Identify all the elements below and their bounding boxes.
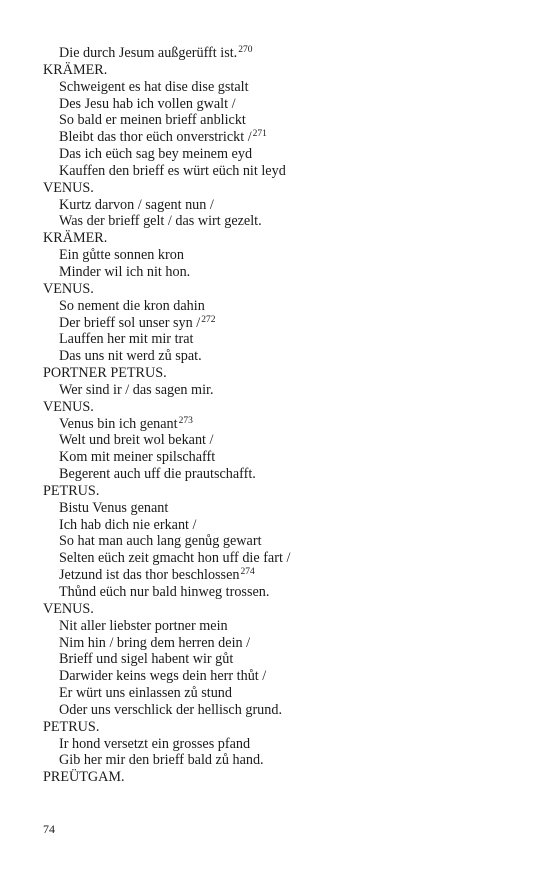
verse-text: Nim hin / bring dem herren dein / bbox=[59, 634, 251, 651]
verse-line bbox=[43, 550, 513, 567]
verse-line bbox=[43, 129, 513, 146]
verse-line bbox=[43, 146, 513, 163]
footnote-marker: 271 bbox=[252, 129, 267, 140]
verse-text: Bleibt das thor eüch onverstrickt / bbox=[59, 129, 252, 146]
verse-text: Was der brieff gelt / das wirt gezelt. bbox=[59, 213, 262, 230]
speaker-label: PORTNER PETRUS. bbox=[43, 365, 167, 382]
verse-text: Kom mit meiner spilschafft bbox=[59, 449, 216, 466]
verse-line bbox=[43, 517, 513, 534]
verse-text: Nit aller liebster portner mein bbox=[59, 617, 228, 634]
verse-text: Kurtz darvon / sagent nun / bbox=[59, 196, 214, 213]
verse-text: Ein gůtte sonnen kron bbox=[59, 247, 184, 264]
speaker-name bbox=[43, 719, 513, 736]
verse-line bbox=[43, 466, 513, 483]
speaker-label: VENUS. bbox=[43, 398, 94, 415]
footnote-marker: 273 bbox=[178, 415, 193, 426]
verse-text: Thůnd eüch nur bald hinweg trossen. bbox=[59, 584, 270, 600]
verse-line bbox=[43, 567, 513, 584]
verse-line bbox=[43, 348, 513, 365]
speaker-name bbox=[43, 601, 513, 618]
speaker-label: VENUS. bbox=[43, 179, 94, 196]
verse-line bbox=[43, 247, 513, 264]
verse-line bbox=[43, 416, 513, 433]
verse-text: Brieff und sigel habent wir gůt bbox=[59, 651, 234, 668]
verse-line bbox=[43, 500, 513, 517]
verse-line bbox=[43, 112, 513, 129]
speaker-name bbox=[43, 62, 513, 79]
verse-text: Bistu Venus genant bbox=[59, 499, 169, 516]
verse-line bbox=[43, 163, 513, 180]
footnote-marker: 274 bbox=[240, 567, 255, 578]
verse-line bbox=[43, 752, 513, 769]
speaker-name bbox=[43, 769, 513, 786]
verse-line bbox=[43, 331, 513, 348]
verse-text: So bald er meinen brieff anblickt bbox=[59, 112, 246, 129]
verse-text: Welt und breit wol bekant / bbox=[59, 432, 214, 449]
verse-line bbox=[43, 79, 513, 96]
verse-text: Ir hond versetzt ein grosses pfand bbox=[59, 735, 251, 752]
verse-line bbox=[43, 264, 513, 281]
verse-text: Des Jesu hab ich vollen gwalt / bbox=[59, 95, 236, 112]
verse-line bbox=[43, 668, 513, 685]
verse-line bbox=[43, 197, 513, 214]
speaker-name bbox=[43, 281, 513, 298]
speaker-name bbox=[43, 365, 513, 382]
verse-line bbox=[43, 685, 513, 702]
verse-text: Das uns nit werd zů spat. bbox=[59, 348, 202, 365]
verse-line bbox=[43, 736, 513, 753]
verse-line bbox=[43, 702, 513, 719]
speaker-label: PETRUS. bbox=[43, 718, 100, 735]
speaker-label: PETRUS. bbox=[43, 482, 100, 499]
speaker-name bbox=[43, 399, 513, 416]
verse-line bbox=[43, 449, 513, 466]
verse-text: Kauffen den brieff es würt eüch nit leyd bbox=[59, 162, 286, 179]
verse-text: Ich hab dich nie erkant / bbox=[59, 516, 197, 533]
verse-text: Oder uns verschlick der hellisch grund. bbox=[59, 701, 282, 718]
verse-text: So nement die kron dahin bbox=[59, 297, 205, 314]
speaker-label: KRÄMER. bbox=[43, 230, 108, 247]
verse-line bbox=[43, 533, 513, 550]
verse-text: Die durch Jesum außgerüfft ist. bbox=[59, 45, 238, 61]
speaker-name bbox=[43, 230, 513, 247]
verse-line bbox=[43, 651, 513, 668]
verse-text: Begerent auch uff die prautschafft. bbox=[59, 466, 256, 483]
verse-text: Das ich eüch sag bey meinem eyd bbox=[59, 146, 253, 163]
speaker-name bbox=[43, 483, 513, 500]
verse-text: Venus bin ich genant bbox=[59, 415, 178, 432]
verse-text: Schweigent es hat dise dise gstalt bbox=[59, 78, 249, 95]
speaker-label: VENUS. bbox=[43, 600, 94, 617]
verse-text: Selten eüch zeit gmacht hon uff die fart / bbox=[59, 550, 291, 567]
verse-line bbox=[43, 618, 513, 635]
speaker-label: KRÄMER. bbox=[43, 61, 108, 78]
verse-text: Darwider keins wegs dein herr thůt / bbox=[59, 668, 267, 685]
verse-line bbox=[43, 45, 513, 62]
footnote-marker: 272 bbox=[201, 314, 216, 325]
speaker-label: PREÜTGAM. bbox=[43, 769, 125, 786]
verse-line bbox=[43, 298, 513, 315]
verse-line bbox=[43, 382, 513, 399]
verse-text: Minder wil ich nit hon. bbox=[59, 263, 191, 280]
verse-text: Wer sind ir / das sagen mir. bbox=[59, 381, 214, 398]
verse-text: Gib her mir den brieff bald zů hand. bbox=[59, 752, 264, 769]
verse-text: Jetzund ist das thor beschlossen bbox=[59, 567, 240, 584]
verse-line bbox=[43, 315, 513, 332]
verse-text: Der brieff sol unser syn / bbox=[59, 314, 201, 331]
speaker-name bbox=[43, 180, 513, 197]
speaker-label: VENUS. bbox=[43, 280, 94, 297]
footnote-marker: 270 bbox=[238, 45, 253, 55]
verse-text: So hat man auch lang genůg gewart bbox=[59, 533, 262, 550]
verse-line bbox=[43, 432, 513, 449]
verse-line bbox=[43, 96, 513, 113]
play-text bbox=[43, 45, 513, 786]
verse-line bbox=[43, 635, 513, 652]
verse-line bbox=[43, 584, 513, 601]
verse-text: Er würt uns einlassen zů stund bbox=[59, 685, 232, 702]
verse-text: Lauffen her mit mir trat bbox=[59, 331, 194, 348]
page-number: 74 bbox=[43, 822, 55, 836]
verse-line bbox=[43, 213, 513, 230]
